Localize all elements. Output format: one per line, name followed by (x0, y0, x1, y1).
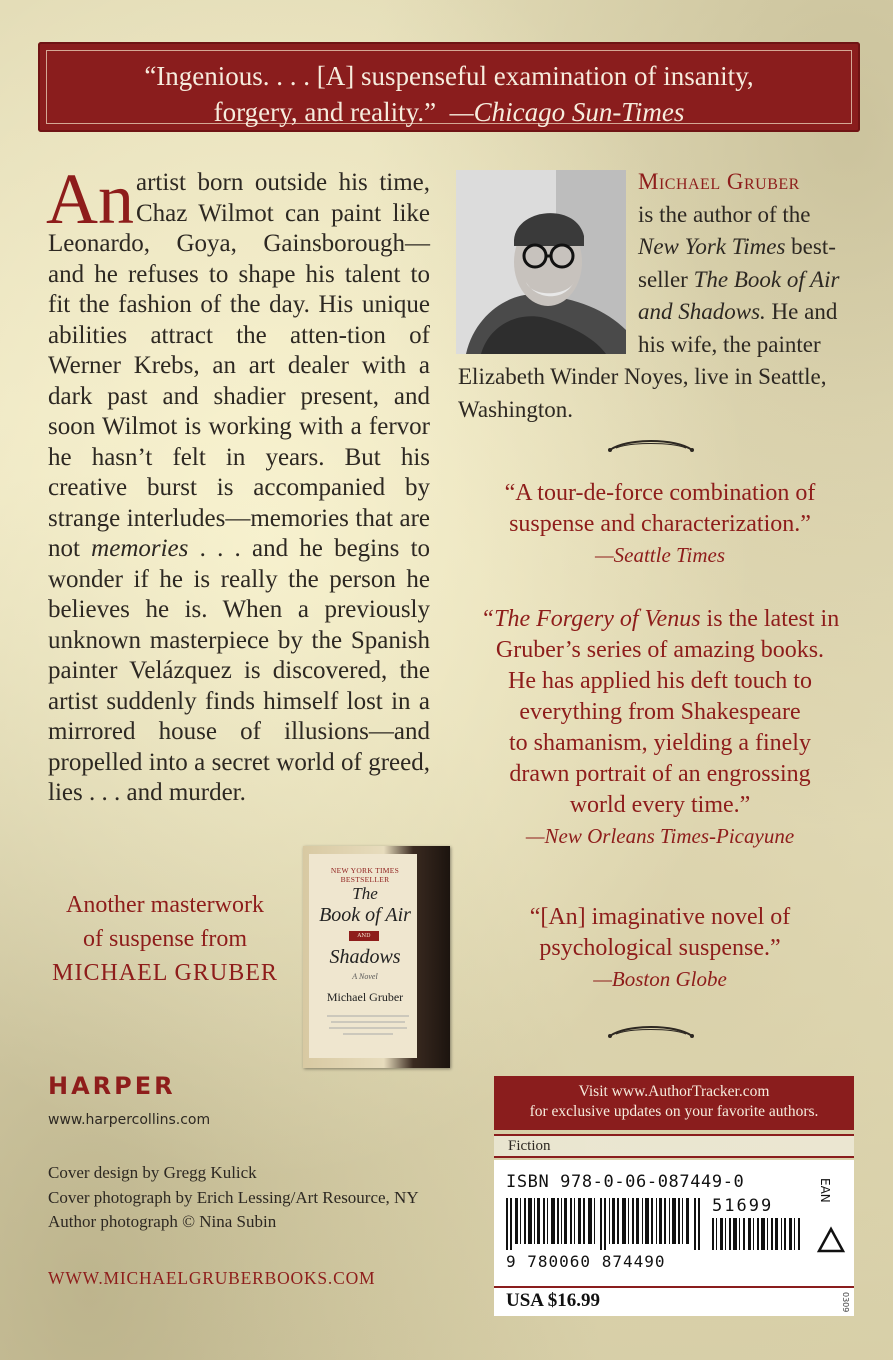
quote-line: “[An] imaginative novel of (529, 904, 791, 930)
desc-line: propelled into a secret world of greed, (48, 748, 430, 776)
isbn-text: ISBN 978-0-06-087449-0 (506, 1172, 745, 1192)
banner-quote (38, 58, 860, 130)
quote-line: He has applied his deft touch to (508, 668, 812, 694)
book-title: Book of Air (319, 904, 411, 926)
desc-line: unknown masterpiece by the Spanish (48, 626, 430, 654)
isbn-barcode (506, 1198, 706, 1250)
authortracker-box (494, 1076, 854, 1130)
desc-line: with a dark past and shadier present, (48, 352, 431, 410)
another-line: of suspense from (83, 926, 247, 952)
bio-line: is the author of the (638, 201, 811, 227)
desc-line: tion of Werner Krebs, an art dealer (48, 321, 430, 379)
quote-line: Gruber’s series of amazing books. (495, 637, 825, 663)
quote-line: to shamanism, yielding a finely (509, 730, 811, 756)
print-code: 0309 (841, 1292, 850, 1313)
quote-line: “A tour-de-force combination of (504, 480, 816, 506)
ean-label: EAN (818, 1178, 832, 1203)
ornament-flourish (606, 434, 696, 456)
price-code: 51699 (712, 1196, 774, 1216)
desc-line: a fervor he hasn’t felt in years. But (48, 413, 430, 471)
desc-line: lies . . . and murder. (48, 779, 246, 806)
bio-line: Washington. (458, 396, 574, 422)
desc-line: believes he is. When a previously (48, 596, 430, 623)
banner-quote-line2: forgery, and reality.” (213, 97, 437, 127)
price-barcode (712, 1218, 808, 1250)
book-novel: A Novel (352, 972, 378, 981)
desc-line: painter Velázquez is discovered, the (48, 657, 430, 684)
author-name: Michael Gruber (638, 169, 800, 194)
book-author: Michael Gruber (326, 990, 404, 1004)
ean-number: 9 780060 874490 (506, 1252, 666, 1271)
quote-line: world every time.” (569, 792, 751, 818)
bio-line: his wife, the painter (638, 331, 821, 357)
desc-line: a mirrored house of illusions—and (48, 687, 430, 745)
bio-italic: and Shadows. (638, 299, 766, 324)
harper-url[interactable]: www.harpercollins.com (48, 1112, 211, 1128)
bio-italic: New York Times (638, 234, 786, 259)
desc-line-italic: memories (91, 535, 189, 562)
authortracker-line: for exclusive updates on your favorite authors. (529, 1103, 819, 1120)
book-and: AND (349, 931, 379, 941)
book-description (46, 159, 431, 809)
quote-attribution: —Seattle Times (594, 543, 726, 567)
banner-quote-line1: “Ingenious. . . . [A] suspenseful examination of insanity, (144, 61, 754, 91)
quote-attribution: —Boston Globe (593, 967, 727, 991)
bio-line: seller (638, 266, 688, 292)
desc-line: are not (48, 504, 430, 562)
another-author: MICHAEL GRUBER (52, 960, 278, 986)
desc-line: wonder if he is really the person he (48, 565, 430, 593)
another-line: Another masterwork (66, 892, 264, 918)
desc-line: to fit the fashion of the day. His (48, 260, 430, 318)
barcode-box (494, 1160, 854, 1286)
desc-line: unique abilities attract the atten- (48, 291, 430, 349)
bio-italic: The Book of Air (693, 266, 840, 292)
review-quote-seattle (470, 478, 850, 571)
authortracker-line: Visit www.AuthorTracker.com (578, 1083, 770, 1100)
quote-line: everything from Shakespeare (519, 699, 801, 725)
credit-line: Author photograph © Nina Subin (48, 1212, 277, 1231)
credit-line: Cover design by Gregg Kulick (48, 1163, 257, 1182)
book-blurb-decor (323, 1012, 413, 1043)
author-website[interactable]: WWW.MICHAELGRUBERBOOKS.COM (48, 1268, 376, 1288)
bio-line: Elizabeth Winder Noyes, live in Seattle, (458, 364, 827, 389)
bio-line: He and (771, 299, 838, 324)
desc-line: . . . and he begins to (199, 535, 431, 562)
category-label: Fiction (494, 1134, 854, 1158)
desc-line: and soon Wilmot is working with (48, 382, 430, 440)
another-masterwork (40, 888, 290, 990)
desc-line: artist suddenly finds himself lost in (48, 687, 411, 715)
bio-line: best- (791, 234, 836, 259)
desc-line: strange interludes—memories that (48, 504, 393, 532)
triangle-icon (816, 1226, 846, 1254)
book-page (309, 854, 417, 1058)
quote-line: is the latest in (706, 606, 840, 632)
quote-line: drawn portrait of an engrossing (509, 761, 811, 787)
desc-line: his creative burst is accompanied by (48, 443, 431, 501)
author-bio (458, 166, 858, 426)
top-quote-banner (38, 42, 860, 132)
quote-italic: “The Forgery of Venus (480, 606, 701, 632)
ornament-flourish (606, 1020, 696, 1042)
book-title: Shadows (329, 946, 401, 968)
price-label: USA $16.99 (494, 1286, 854, 1316)
harper-logo: HARPER (48, 1072, 176, 1100)
review-quote-boston (470, 902, 850, 995)
desc-line: and he refuses to shape his talent (48, 260, 401, 288)
cover-credits (48, 1161, 419, 1235)
book-cover-thumbnail (303, 846, 450, 1068)
book-bestseller: NEW YORK TIMES BESTSELLER (330, 866, 400, 884)
desc-line: Chaz Wilmot can paint like (136, 199, 430, 227)
desc-line: artist born outside his time, (136, 169, 430, 196)
quote-attribution: —New Orleans Times-Picayune (525, 824, 795, 848)
quote-line: suspense and characterization.” (509, 511, 811, 537)
review-quote-picayune (462, 604, 858, 852)
desc-line: Leonardo, Goya, Gainsborough— (48, 230, 430, 257)
drop-cap: An (46, 159, 134, 239)
banner-attribution: —Chicago Sun-Times (449, 97, 685, 127)
quote-line: psychological suspense.” (539, 935, 781, 961)
book-title: The (352, 884, 378, 903)
credit-line: Cover photograph by Erich Lessing/Art Resource, NY (48, 1187, 419, 1207)
